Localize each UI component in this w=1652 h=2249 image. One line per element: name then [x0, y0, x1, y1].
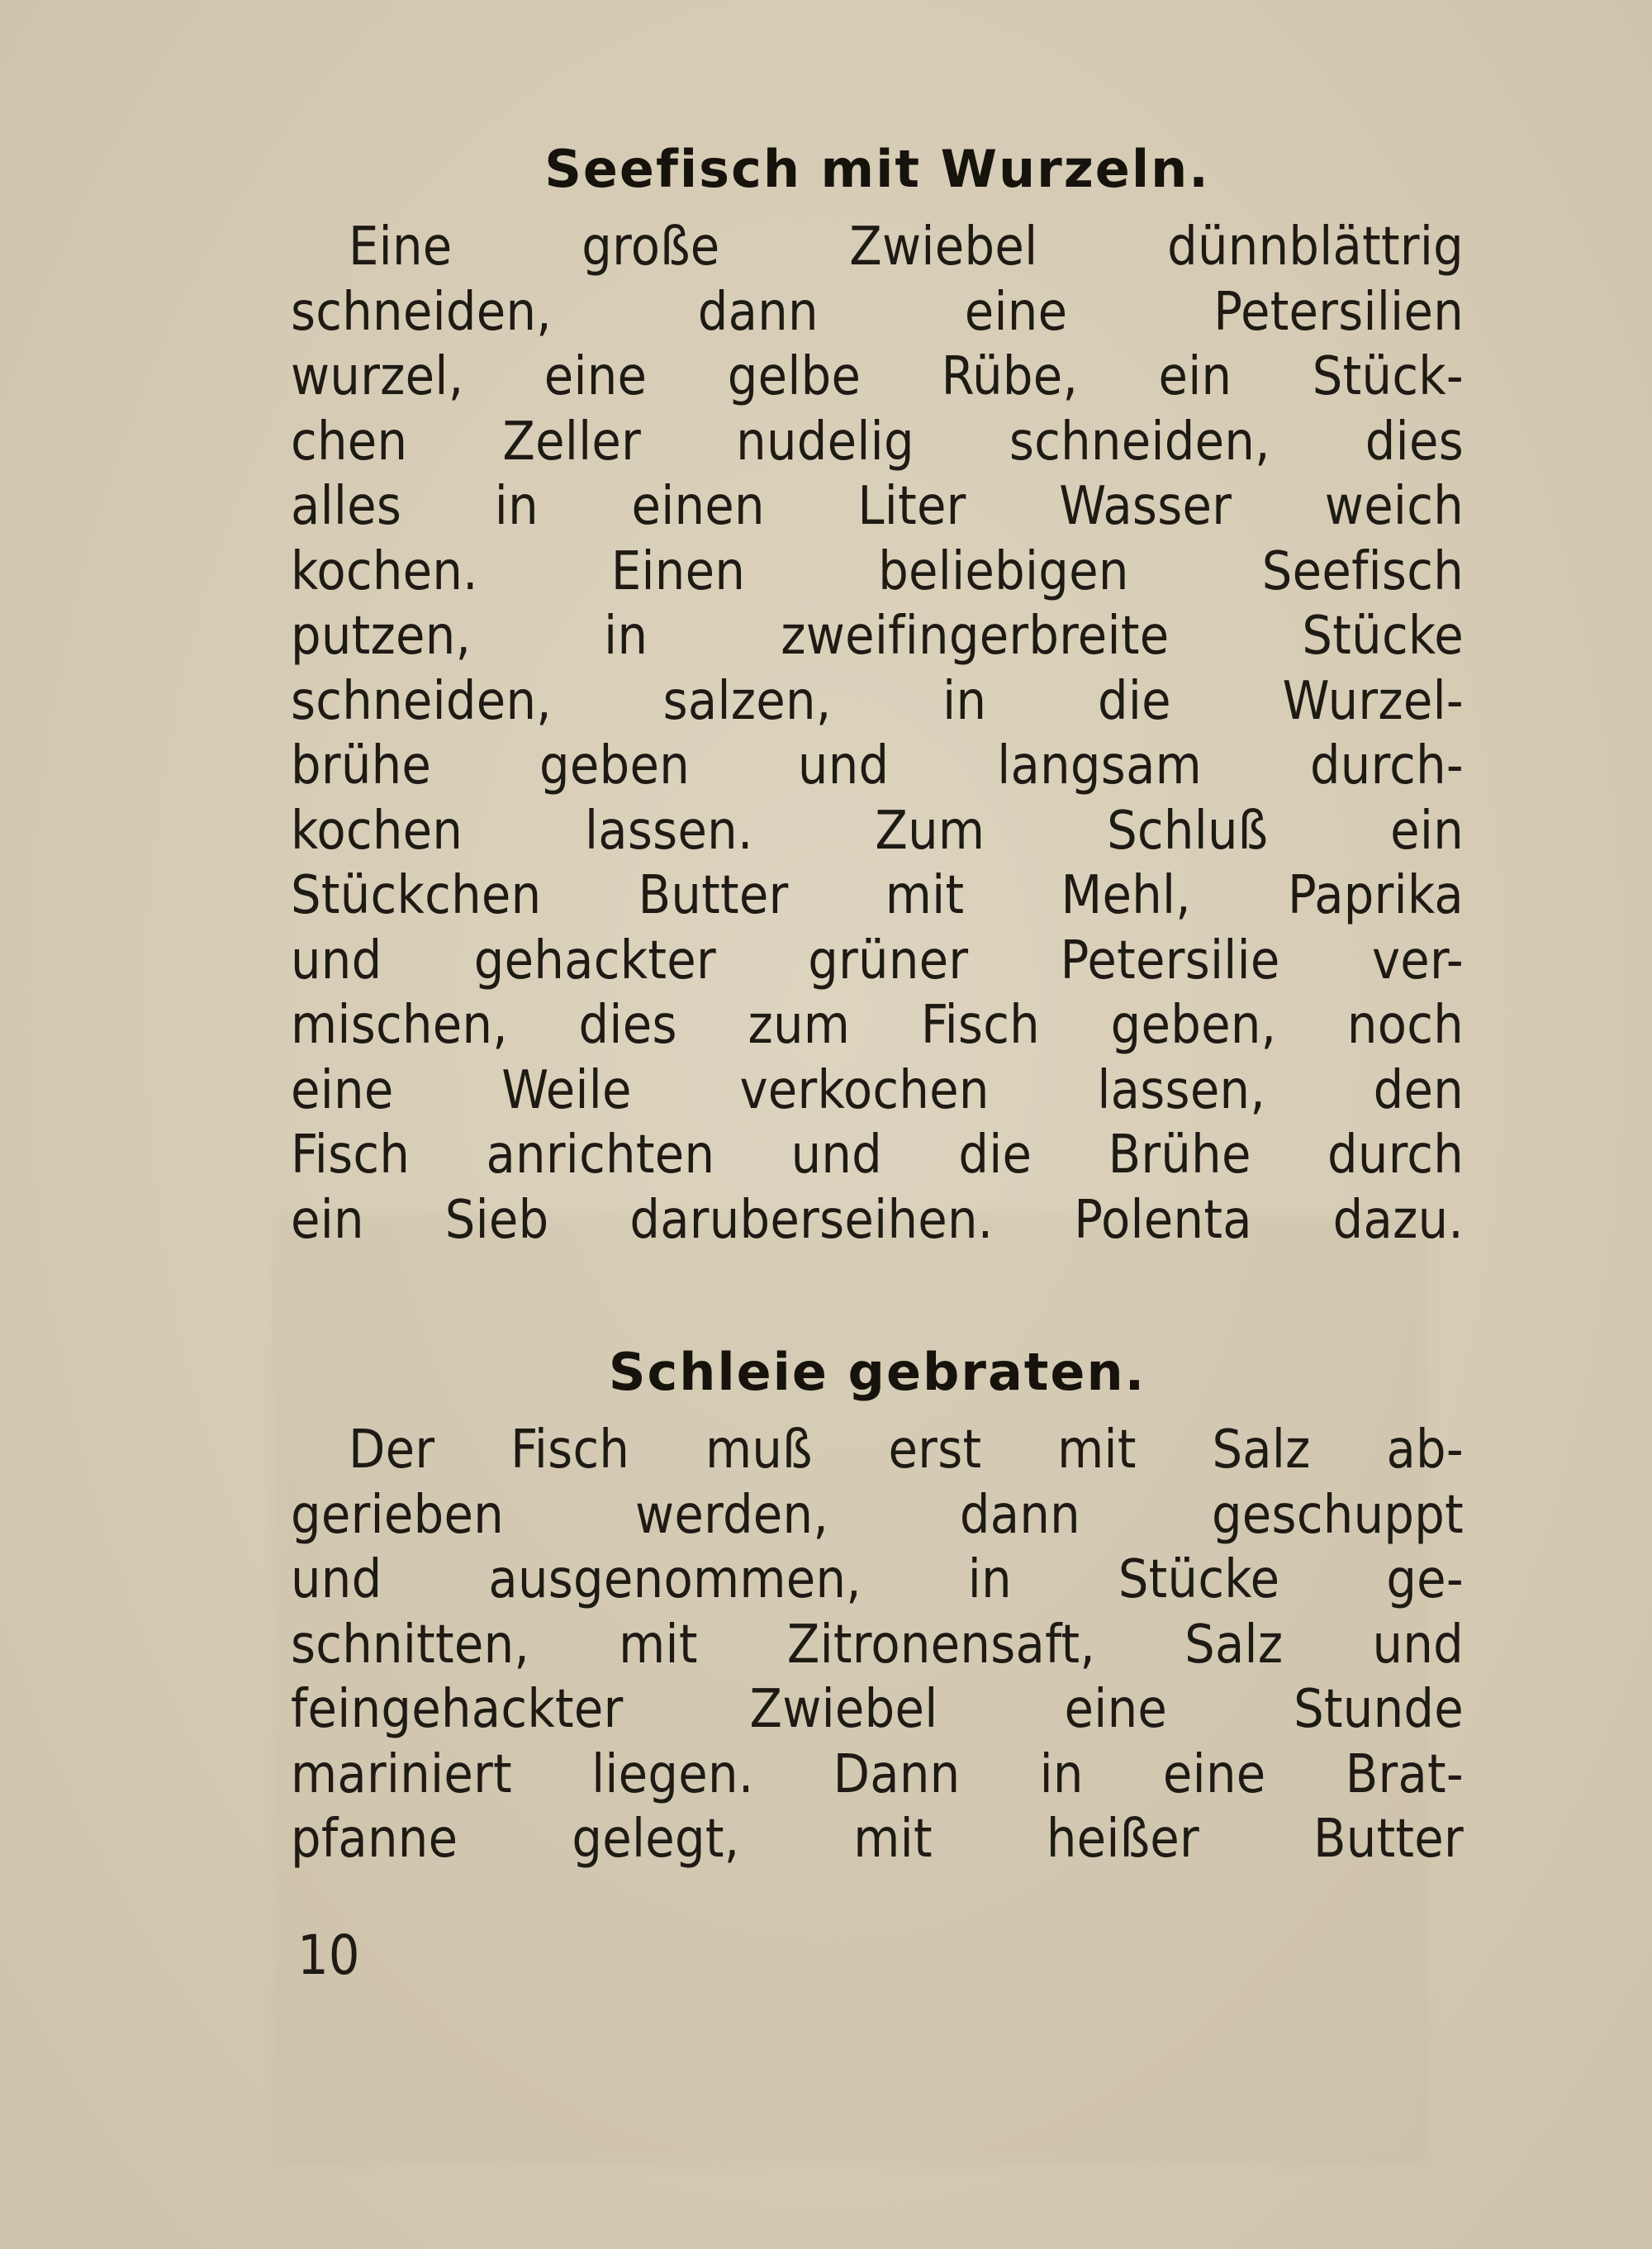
- text-line: pfanne gelegt, mit heißer Butter: [291, 1809, 1464, 1870]
- text-line: kochen lassen. Zum Schluß ein: [291, 800, 1464, 862]
- page-content: [291, 124, 1464, 1872]
- text-line: und ausgenommen, in Stücke ge-: [291, 1549, 1464, 1610]
- text-line: Fisch anrichten und die Brühe durch: [291, 1124, 1464, 1186]
- recipe-title-schleie: Schleie gebraten.: [608, 1342, 1146, 1402]
- text-line: Der Fisch muß erst mit Salz ab-: [349, 1419, 1464, 1481]
- text-line: eine Weile verkochen lassen, den: [291, 1059, 1464, 1121]
- page-number: 10: [297, 1923, 360, 1987]
- text-line: gerieben werden, dann geschuppt: [291, 1484, 1464, 1546]
- text-line: feingehackter Zwiebel eine Stunde: [291, 1679, 1464, 1740]
- text-line: und gehackter grüner Petersilie ver-: [291, 930, 1464, 991]
- text-line: Stückchen Butter mit Mehl, Paprika: [291, 865, 1464, 926]
- text-line: mischen, dies zum Fisch geben, noch: [291, 995, 1464, 1056]
- text-line: brühe geben und langsam durch-: [291, 735, 1464, 796]
- text-line: schnitten, mit Zitronensaft, Salz und: [291, 1614, 1464, 1676]
- text-line: putzen, in zweifingerbreite Stücke: [291, 606, 1464, 667]
- text-line: wurzel, eine gelbe Rübe, ein Stück-: [291, 346, 1464, 407]
- text-line: kochen. Einen beliebigen Seefisch: [291, 540, 1464, 602]
- recipe-body-seefisch: [291, 215, 1464, 1253]
- recipe-title-seefisch: Seefisch mit Wurzeln.: [544, 139, 1210, 199]
- text-line: chen Zeller nudelig schneiden, dies: [291, 411, 1464, 473]
- text-line: Eine große Zwiebel dünnblättrig: [349, 216, 1464, 278]
- text-line: alles in einen Liter Wasser weich: [291, 476, 1464, 537]
- text-line: schneiden, salzen, in die Wurzel-: [291, 670, 1464, 732]
- text-line: schneiden, dann eine Petersilien: [291, 281, 1464, 343]
- text-line: ein Sieb daruberseihen. Polenta dazu.: [291, 1189, 1464, 1251]
- text-line: mariniert liegen. Dann in eine Brat-: [291, 1743, 1464, 1805]
- recipe-body-schleie: [291, 1418, 1464, 1872]
